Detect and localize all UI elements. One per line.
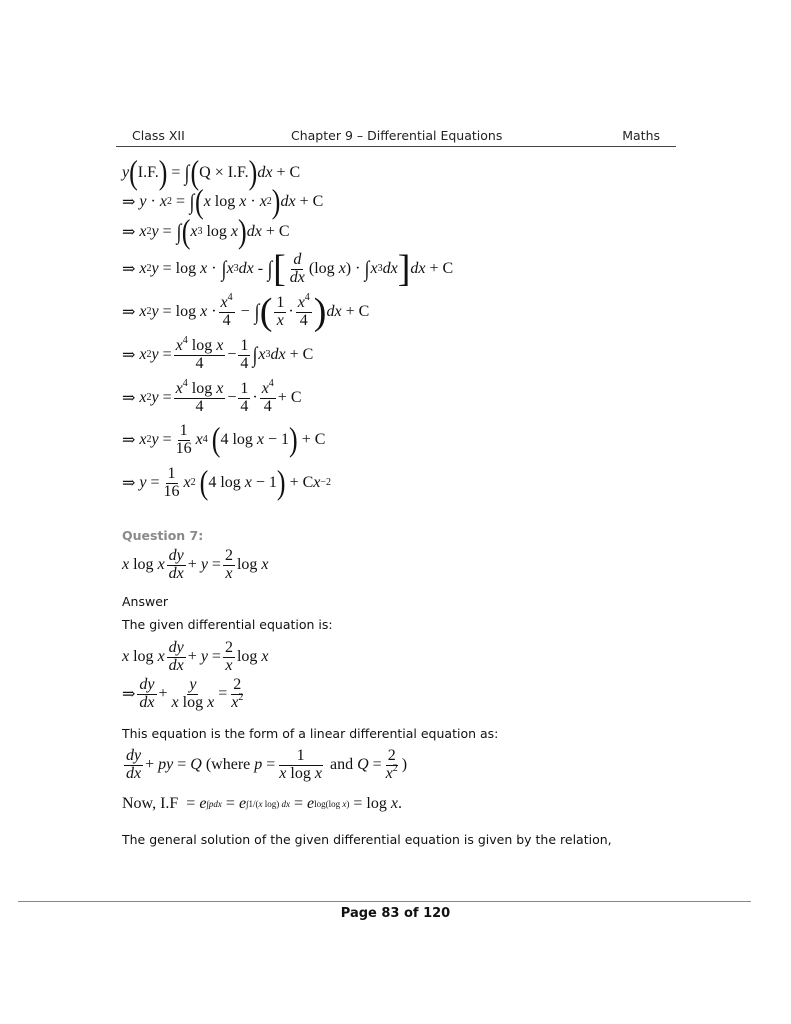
- solution-step-3: ⇒ x 2 y = ∫ ( x 3 log x ) dx + C: [122, 212, 290, 251]
- header-subject: Maths: [622, 128, 660, 143]
- question-equation: x log x $\frac{dy}{dx}$ + y = $\frac{2}{x}$ log x: [122, 547, 269, 582]
- solution-step-2: ⇒ y · x 2 = ∫ ( x log x · x 2 ) dx + C: [122, 182, 324, 221]
- page-number: Page 83 of 120: [340, 906, 451, 921]
- footer-divider: [18, 901, 751, 902]
- header-class: Class XII: [132, 128, 185, 143]
- header-divider: [116, 146, 676, 147]
- answer-equation-1: x log x $\frac{dy}{dx}$ + y = $\frac{2}{x}$ log x: [122, 639, 269, 674]
- general-solution-text: The general solution of the given differential equation is given by the relation,: [122, 832, 612, 847]
- page-header: [116, 128, 676, 146]
- header-chapter: Chapter 9 – Differential Equations: [291, 128, 503, 143]
- answer-intro: The given differential equation is:: [122, 617, 333, 632]
- solution-step-6: ⇒ x 2 y = $\frac{x^4 \log x}{4}$ − $\frac{1}{4}$ ∫ x 3 dx + C: [122, 335, 314, 372]
- integrating-factor-equation: Now, I.F = e ∫pdx = e ∫1/(x log) dx = e log(log x) = log x .: [122, 795, 402, 812]
- question-title: Question 7:: [122, 528, 204, 543]
- answer-label: Answer: [122, 594, 169, 609]
- solution-step-7: ⇒ x 2 y = $\frac{x^4 \log x}{4}$ − $\frac{1}{4}$ · $\frac{x^4}{4}$ + C: [122, 378, 302, 415]
- solution-step-9: ⇒ y = $\frac{1}{16}$ x 2 ( 4 log x − 1 ) + C x −2: [122, 463, 332, 502]
- solution-step-8: ⇒ x 2 y = $\frac{1}{16}$ x 4 ( 4 log x − 1 ) + C: [122, 420, 326, 459]
- linear-form-text: This equation is the form of a linear differential equation as:: [122, 726, 499, 741]
- solution-step-5: ⇒ x 2 y = log x · $\frac{x^4}{4}$ − ∫ ( $\frac{1}{x}$ · $\frac{x^4}{4}$ ) dx + C: [122, 291, 370, 333]
- solution-step-4: ⇒ x 2 y = log x · ∫ x 3 dx - ∫ [ $\frac{d}{dx}$ (log x ) · ∫ x 3 dx ] dx + C: [122, 248, 454, 290]
- answer-equation-2: ⇒ $\frac{dy}{dx}$ + $\frac{y}{\text{x log x}}$ = $\frac{2}{x^2}$: [122, 676, 244, 711]
- solution-step-1: y ( I.F. ) = ∫ ( Q × I.F. ) dx + C: [122, 153, 301, 192]
- linear-form-equation: $\frac{dy}{dx}$ + py = Q (where p = $\frac{1}{\text{x log x}}$ and Q = $\frac{2}{x^2}$ ): [126, 747, 408, 782]
